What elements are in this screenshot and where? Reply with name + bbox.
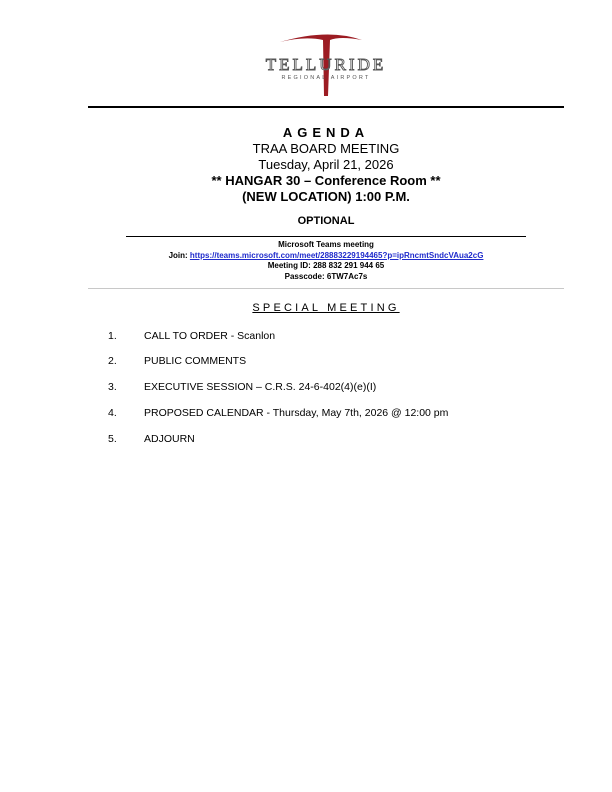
header-divider: [88, 106, 564, 108]
optional-label: OPTIONAL: [297, 215, 355, 227]
item-text: PROPOSED CALENDAR - Thursday, May 7th, 2026 @ 12:00 pm: [144, 407, 449, 419]
section-divider: [88, 288, 564, 289]
optional-divider: [126, 236, 526, 237]
teams-title: Microsoft Teams meeting: [278, 240, 374, 249]
section-title: SPECIAL MEETING: [252, 302, 400, 314]
join-label: Join:: [168, 250, 188, 260]
item-text: CALL TO ORDER - Scanlon: [144, 330, 276, 342]
item-text: ADJOURN: [144, 433, 195, 445]
telluride-airport-logo: [250, 30, 410, 102]
meeting-passcode: Passcode: 6TW7Ac7s: [284, 271, 368, 281]
item-number: 4.: [108, 407, 117, 419]
teams-meeting-block: [88, 240, 564, 282]
teams-join-line: [88, 251, 564, 262]
board-meeting-title: TRAA BOARD MEETING: [252, 141, 400, 156]
meeting-time: (NEW LOCATION) 1:00 P.M.: [242, 189, 410, 204]
logo-subtitle: REGIONAL AIRPORT: [281, 75, 371, 81]
meeting-id: Meeting ID: 288 832 291 944 65: [267, 261, 385, 270]
item-text: PUBLIC COMMENTS: [144, 355, 247, 367]
item-number: 1.: [108, 330, 117, 342]
item-number: 3.: [108, 381, 117, 393]
item-number: 5.: [108, 433, 117, 445]
teams-join-link[interactable]: https://teams.microsoft.com/meet/28883229194465?p=ipRncmtSndcVAua2cG: [189, 250, 484, 260]
meeting-date: Tuesday, April 21, 2026: [258, 157, 394, 172]
logo-wordmark: TELLURIDE: [265, 55, 387, 74]
item-number: 2.: [108, 355, 117, 367]
item-text: EXECUTIVE SESSION – C.R.S. 24-6-402(4)(e)(I): [144, 381, 377, 393]
meeting-location: ** HANGAR 30 – Conference Room **: [211, 173, 441, 188]
agenda-title: AGENDA: [282, 125, 370, 140]
